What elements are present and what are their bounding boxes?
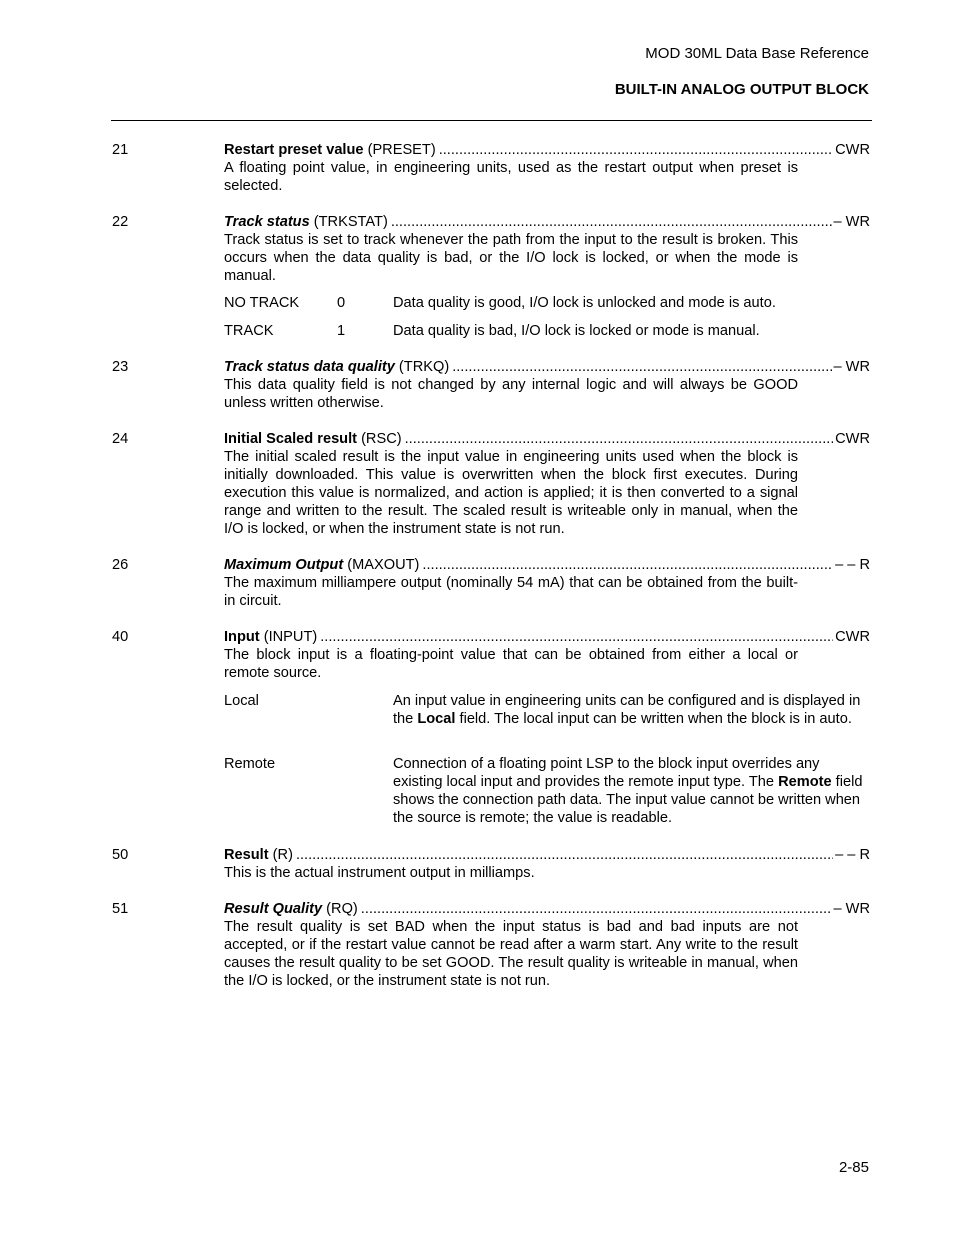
leader-dots <box>422 556 833 574</box>
entry-description: The initial scaled result is the input value in engineering units used when the block is initially downloaded. This value is overwritten when the block first executes. During execution this value is normalized, and action is applied; it is then converted to a signal range and written to the result. The scaled result is writeable only in manual, when the I/O is locked, or when the instrument state is not run. <box>224 449 798 537</box>
page-number: 2-85 <box>838 1159 869 1176</box>
entry-name: Maximum Output <box>224 557 344 573</box>
entry-access: – WR <box>833 901 870 917</box>
entry-number: 26 <box>112 557 129 573</box>
entry-description: Track status is set to track whenever the path from the input to the result is broken. This occurs when the data quality is bad, or the I/O lock is locked, or when the mode is manual. <box>224 232 798 284</box>
entry-heading <box>224 628 870 646</box>
option-description: An input value in engineering units can be configured and is displayed in the Local field. The local input can be written when the block is in auto. <box>393 693 861 727</box>
entry-description: The block input is a floating-point value that can be obtained from either a local or remote source. <box>224 647 798 681</box>
entry-access: – – R <box>835 847 870 863</box>
option-description: Connection of a floating point LSP to the block input overrides any existing local input and provides the remote input type. The Remote field shows the connection path data. The input value cannot be written when the source is remote; the value is readable. <box>393 756 863 826</box>
entry-heading <box>224 141 870 159</box>
entry-number: 23 <box>112 359 129 375</box>
option-name: NO TRACK <box>224 295 300 311</box>
option-name: Remote <box>224 756 276 772</box>
leader-dots <box>361 900 832 918</box>
option-value: 1 <box>337 323 346 339</box>
entry-access: CWR <box>835 629 870 645</box>
entry-mnemonic: (TRKQ) <box>394 359 450 375</box>
option-name: TRACK <box>224 323 274 339</box>
entry-name: Restart preset value <box>224 142 364 158</box>
entry-mnemonic: (RSC) <box>357 431 402 447</box>
entry-number: 21 <box>112 142 129 158</box>
option-value: 0 <box>337 295 346 311</box>
entry-mnemonic: (RQ) <box>322 901 358 917</box>
entry-description: This is the actual instrument output in milliamps. <box>224 865 535 881</box>
entry-description: This data quality field is not changed by any internal logic and will always be GOOD unless written otherwise. <box>224 377 798 411</box>
entry-name: Result <box>224 847 269 863</box>
entry-description: The result quality is set BAD when the input status is bad and bad inputs are not accepted, or if the restart value cannot be read after a warm start. Any write to the result causes the result quality to be set GOOD. The result quality is writeable in manual, when the I/O is locked, or the instrument state is not run. <box>224 919 798 989</box>
header-doc-title: MOD 30ML Data Base Reference <box>645 45 869 62</box>
header-rule <box>111 120 872 121</box>
entry-heading <box>224 430 870 448</box>
entry-heading <box>224 556 870 574</box>
header-section-title: BUILT-IN ANALOG OUTPUT BLOCK <box>614 81 869 98</box>
entry-mnemonic: (PRESET) <box>363 142 436 158</box>
entry-heading <box>224 358 870 376</box>
entry-description: The maximum milliampere output (nominally 54 mA) that can be obtained from the built-in circuit. <box>224 575 798 609</box>
entry-access: – WR <box>833 359 870 375</box>
leader-dots <box>296 846 833 864</box>
entry-heading <box>224 213 870 231</box>
entry-mnemonic: (R) <box>268 847 293 863</box>
entry-mnemonic: (MAXOUT) <box>343 557 420 573</box>
entry-name: Input <box>224 629 260 645</box>
option-description: Data quality is good, I/O lock is unlocked and mode is auto. <box>393 295 776 311</box>
entry-description: A floating point value, in engineering units, used as the restart output when preset is selected. <box>224 160 798 194</box>
entry-name: Initial Scaled result <box>224 431 358 447</box>
entry-number: 40 <box>112 629 129 645</box>
entry-number: 50 <box>112 847 129 863</box>
option-name: Local <box>224 693 259 709</box>
entry-number: 24 <box>112 431 129 447</box>
entry-heading <box>224 846 870 864</box>
entry-number: 22 <box>112 214 129 230</box>
leader-dots <box>452 358 831 376</box>
entry-mnemonic: (TRKSTAT) <box>309 214 388 230</box>
entry-number: 51 <box>112 901 129 917</box>
entry-heading <box>224 900 870 918</box>
entry-mnemonic: (INPUT) <box>259 629 318 645</box>
entry-name: Track status data quality <box>224 359 395 375</box>
entry-access: CWR <box>835 431 870 447</box>
entry-name: Result Quality <box>224 901 323 917</box>
entry-access: CWR <box>835 142 870 158</box>
entry-access: – WR <box>833 214 870 230</box>
option-description: Data quality is bad, I/O lock is locked or mode is manual. <box>393 323 760 339</box>
entry-access: – – R <box>835 557 870 573</box>
leader-dots <box>320 628 833 646</box>
entry-name: Track status <box>224 214 310 230</box>
leader-dots <box>439 141 833 159</box>
leader-dots <box>391 213 832 231</box>
leader-dots <box>405 430 834 448</box>
